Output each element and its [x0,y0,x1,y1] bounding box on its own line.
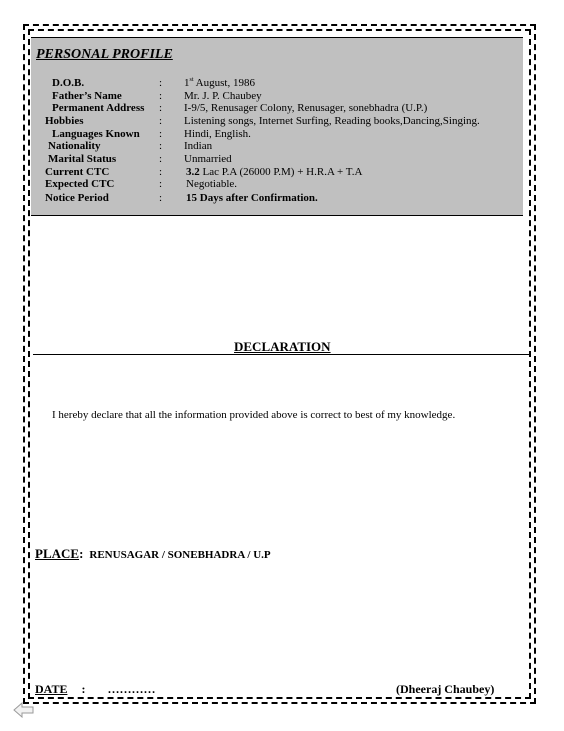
profile-value: I-9/5, Renusager Colony, Renusager, sonebhadra (U.P.) [184,102,428,114]
profile-value: Listening songs, Internet Surfing, Reading books,Dancing,Singing. [184,115,480,127]
personal-profile-section [31,37,523,216]
profile-label: Current CTC [45,166,110,178]
profile-label: Notice Period [45,192,109,204]
profile-separator: : [159,192,163,204]
profile-label: Nationality [48,140,101,152]
profile-separator: : [159,90,163,102]
profile-value: Mr. J. P. Chaubey [184,90,262,102]
place-colon: : [79,546,84,561]
profile-label: Father’s Name [52,90,122,102]
profile-value: 3.2 Lac P.A (26000 P.M) + H.R.A + T.A [186,166,363,178]
place-line [35,545,271,563]
date-colon: : [81,682,86,696]
date-line [35,682,155,697]
profile-value: Indian [184,140,213,152]
declaration-divider [33,354,531,355]
profile-value: 15 Days after Confirmation. [186,192,318,204]
profile-separator: : [159,178,163,190]
profile-separator: : [159,115,163,127]
signature-name: (Dheeraj Chaubey) [396,682,495,696]
profile-value: Unmarried [184,153,232,165]
declaration-title: DECLARATION [234,339,331,354]
profile-separator: : [159,77,163,89]
back-arrow-icon[interactable] [13,702,35,718]
profile-label: Hobbies [45,115,84,127]
date-value: ………… [107,682,156,696]
profile-label: D.O.B. [52,77,85,89]
profile-row-permanent-address [31,102,523,115]
profile-row-nationality [31,140,523,153]
date-label: DATE [35,682,68,696]
profile-separator: : [159,140,163,152]
profile-separator: : [159,128,163,140]
profile-label: Permanent Address [52,102,145,114]
profile-value: Hindi, English. [184,128,251,140]
place-value: RENUSAGAR / SONEBHADRA / U.P [89,549,271,561]
profile-value: 1st August, 1986 [184,77,255,89]
place-label: PLACE [35,546,80,561]
profile-row-marital-status [31,153,523,166]
profile-label: Expected CTC [45,178,115,190]
profile-label: Languages Known [52,128,140,140]
profile-separator: : [159,102,163,114]
profile-separator: : [159,153,163,165]
profile-label: Marital Status [48,153,117,165]
profile-row-hobbies [31,115,523,128]
profile-separator: : [159,166,163,178]
profile-row-notice-period [31,192,523,205]
declaration-text: I hereby declare that all the information provided above is correct to best of my knowledge. [52,409,456,421]
personal-profile-title: PERSONAL PROFILE [36,47,173,62]
profile-value: Negotiable. [186,178,238,190]
profile-row-dob [31,77,523,90]
profile-row-expected-ctc [31,178,523,191]
